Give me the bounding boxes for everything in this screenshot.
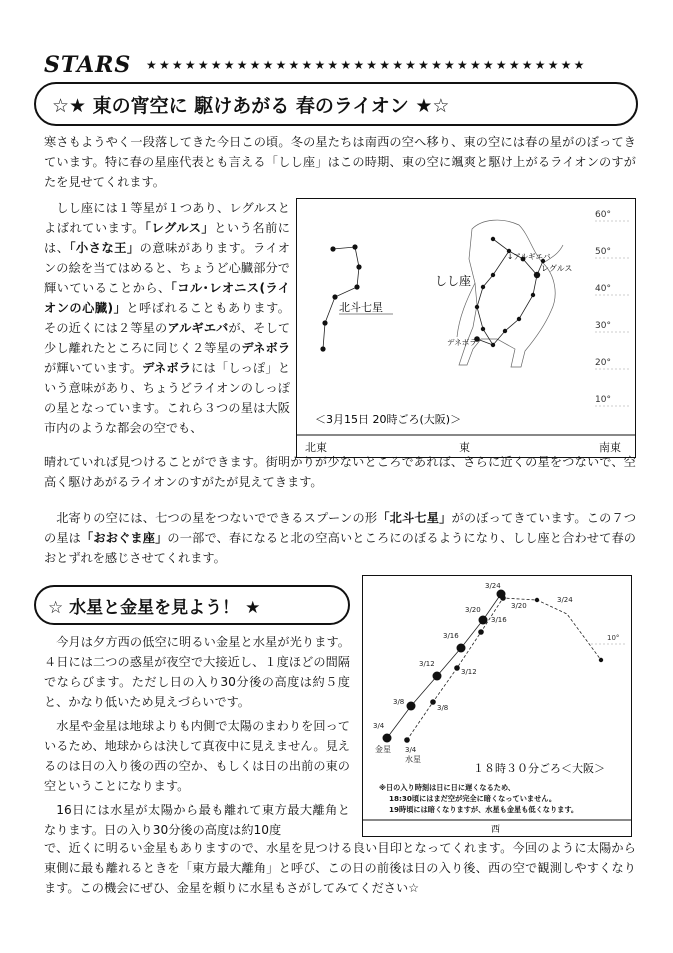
altitude-label: 30°	[595, 321, 611, 331]
venus-path	[383, 590, 506, 743]
venus-marker	[457, 644, 466, 653]
altitude-label: 60°	[595, 210, 611, 220]
mercury-marker	[430, 699, 436, 705]
mercury-date: 3/8	[437, 704, 449, 712]
text-run: が、そして少し離れたところに同じく２等星の	[44, 321, 291, 355]
chart1-caption: ＜3月15日 20時ごろ(大阪)＞	[315, 413, 462, 426]
mercury-marker	[454, 665, 460, 671]
algieba-label: ↓アルギエバ	[507, 252, 551, 261]
direction-northeast: 北東	[305, 441, 327, 454]
altitude-label: 20°	[595, 358, 611, 368]
mercury-date: 3/24	[557, 596, 573, 604]
text-run: が輝いています。	[44, 361, 143, 375]
text-run: の一部で、春になると北の空高いところにのぼるようになり、しし座と合わせて春のおとずれを感じさせてくれます。	[44, 531, 636, 565]
section2-closing-paragraph: で、近くに明るい金星もありますので、水星を見つける良い目印となってくれます。今回のように太陽から東側に最も離れるときを「東方最大離角」と呼び、この日の前後は日の入り後、西の空で観測しやすくなります。この機会にぜひ、金星を頼りに水星もさがしてみてください☆	[44, 841, 636, 895]
altitude-label: 40°	[595, 284, 611, 294]
mercury-date: 3/4	[405, 746, 417, 754]
section1-big-dipper-paragraph	[44, 508, 636, 568]
venus-date: 3/24	[485, 582, 501, 590]
section1-intro: 寒さもようやく一段落してきた今日この頃。冬の星たちは南西の空へ移り、東の空には春の星がのぼってきています。特に春の星座代表とも言える「しし座」はこの時期、東の空に颯爽と駆け上がるライオンのすがたを見せてくれます。	[44, 135, 636, 189]
chart2-note-line: 19時頃には暗くなりますが、水星も金星も低くなります。	[389, 805, 579, 814]
venus-label: 金星	[375, 745, 391, 754]
chart2-note-line: 18:30頃にはまだ空が完全に暗くなっていません。	[389, 794, 557, 803]
section1-leo-paragraph	[44, 198, 290, 438]
mercury-marker	[478, 629, 484, 635]
venus-date: 3/12	[419, 660, 435, 668]
denebola-label: デネボラ	[447, 338, 477, 347]
venus-marker	[383, 734, 392, 743]
highlighted-term: 「コル･レオニス(ライオンの心臓)」	[44, 281, 290, 315]
venus-date: 3/8	[393, 698, 405, 706]
highlighted-term: デネボラ	[241, 341, 291, 355]
text-run: 北寄りの空には、七つの星をつないでできるスプーンの形	[56, 511, 378, 525]
leo-constellation	[435, 237, 572, 347]
regulus-label: レグルス	[541, 264, 573, 273]
venus-mercury-chart	[362, 575, 632, 837]
altitude-label: 50°	[595, 247, 611, 257]
venus-marker	[433, 672, 442, 681]
section2-title: ☆ 水星と金星を見よう！ ★	[48, 597, 261, 618]
masthead-star-row: ★★★★★★★★★★★★★★★★★★★★★★★★★★★★★★★★★★	[146, 58, 587, 72]
text-run: がのぼってきています。この７つの星は	[44, 511, 637, 545]
mercury-label: 水星	[405, 755, 421, 764]
venus-date: 3/20	[465, 606, 481, 614]
leo-star-chart-svg	[297, 199, 635, 457]
chart2-caption: １８時３０分ごろ＜大阪＞	[473, 762, 605, 775]
highlighted-term: 「小さな王」	[69, 241, 140, 255]
leo-star-chart	[296, 198, 636, 458]
big-dipper-constellation	[320, 244, 393, 351]
section1-visibility-paragraph: 晴れていれば見つけることができます。街明かりが少ないところであれば、さらに近くの星をつないで、空高く駆けあがるライオンのすがたが見えてきます。	[44, 455, 636, 489]
venus-mercury-chart-svg	[363, 576, 631, 836]
mercury-marker	[404, 737, 410, 743]
leo-label: しし座	[435, 274, 472, 288]
venus-marker	[407, 702, 416, 711]
direction-east: 東	[459, 441, 470, 454]
section2-orbit-paragraph: 水星や金星は地球よりも内側で太陽のまわりを回っているため、地球からは決して真夜中に見えません。見えるのは日の入り後の西の空か、もしくは日の出前の東の空ということになります。	[44, 719, 350, 793]
section2-elongation-paragraph: 16日には水星が太陽から最も離れて東方最大離角となります。日の入り30分後の高度は約10度	[44, 803, 350, 837]
section2-banner	[34, 585, 350, 625]
text-run: しし座には１等星が１つあり、レグルスとよばれています。	[44, 201, 290, 235]
big-dipper-label: 北斗七星	[339, 301, 383, 314]
mercury-date: 3/20	[511, 602, 527, 610]
text-run: には「しっぽ」という意味があり、ちょうどライオンのしっぽの星となっています。これら３つの星は大阪市内のような都会の空でも、	[44, 361, 291, 435]
text-run: の意味があります。ライオンの絵を当てはめると、ちょうど心臓部分で輝いていることから、	[44, 241, 290, 295]
highlighted-term: 「レグルス」	[144, 221, 215, 235]
venus-marker	[479, 616, 488, 625]
direction-west: 西	[491, 825, 501, 835]
section2-intro: 今月は夕方西の低空に明るい金星と水星が光ります。４日には二つの惑星が夜空で大接近し、１度ほどの間隔でならびます。ただし日の入り30分後の高度は約５度と、かなり低いため見えづらいです。	[44, 635, 350, 709]
venus-date: 3/4	[373, 722, 385, 730]
mercury-date: 3/12	[461, 668, 477, 676]
text-run: と呼ばれることもあります。その近くには２等星の	[44, 301, 290, 335]
chart2-note-line: ※日の入り時刻は日に日に遅くなるため、	[379, 783, 516, 792]
highlighted-term: アルギエバ	[167, 321, 229, 335]
mercury-marker	[599, 658, 603, 662]
masthead-title: STARS	[44, 52, 132, 78]
mercury-marker	[535, 598, 539, 602]
highlighted-term: 「おおぐま座」	[81, 531, 168, 545]
altitude-10-label: 10°	[607, 634, 620, 642]
highlighted-term: 「北斗七星」	[377, 511, 452, 525]
mercury-date: 3/16	[491, 616, 507, 624]
venus-marker	[497, 590, 506, 599]
section1-banner	[34, 82, 638, 126]
direction-southeast: 南東	[599, 441, 621, 454]
highlighted-term: デネボラ	[142, 361, 192, 375]
altitude-label: 10°	[595, 395, 611, 405]
venus-date: 3/16	[443, 632, 459, 640]
section1-title: ☆★ 東の宵空に 駆けあがる 春のライオン ★☆	[52, 94, 450, 117]
text-run: という名前には、	[44, 221, 290, 255]
